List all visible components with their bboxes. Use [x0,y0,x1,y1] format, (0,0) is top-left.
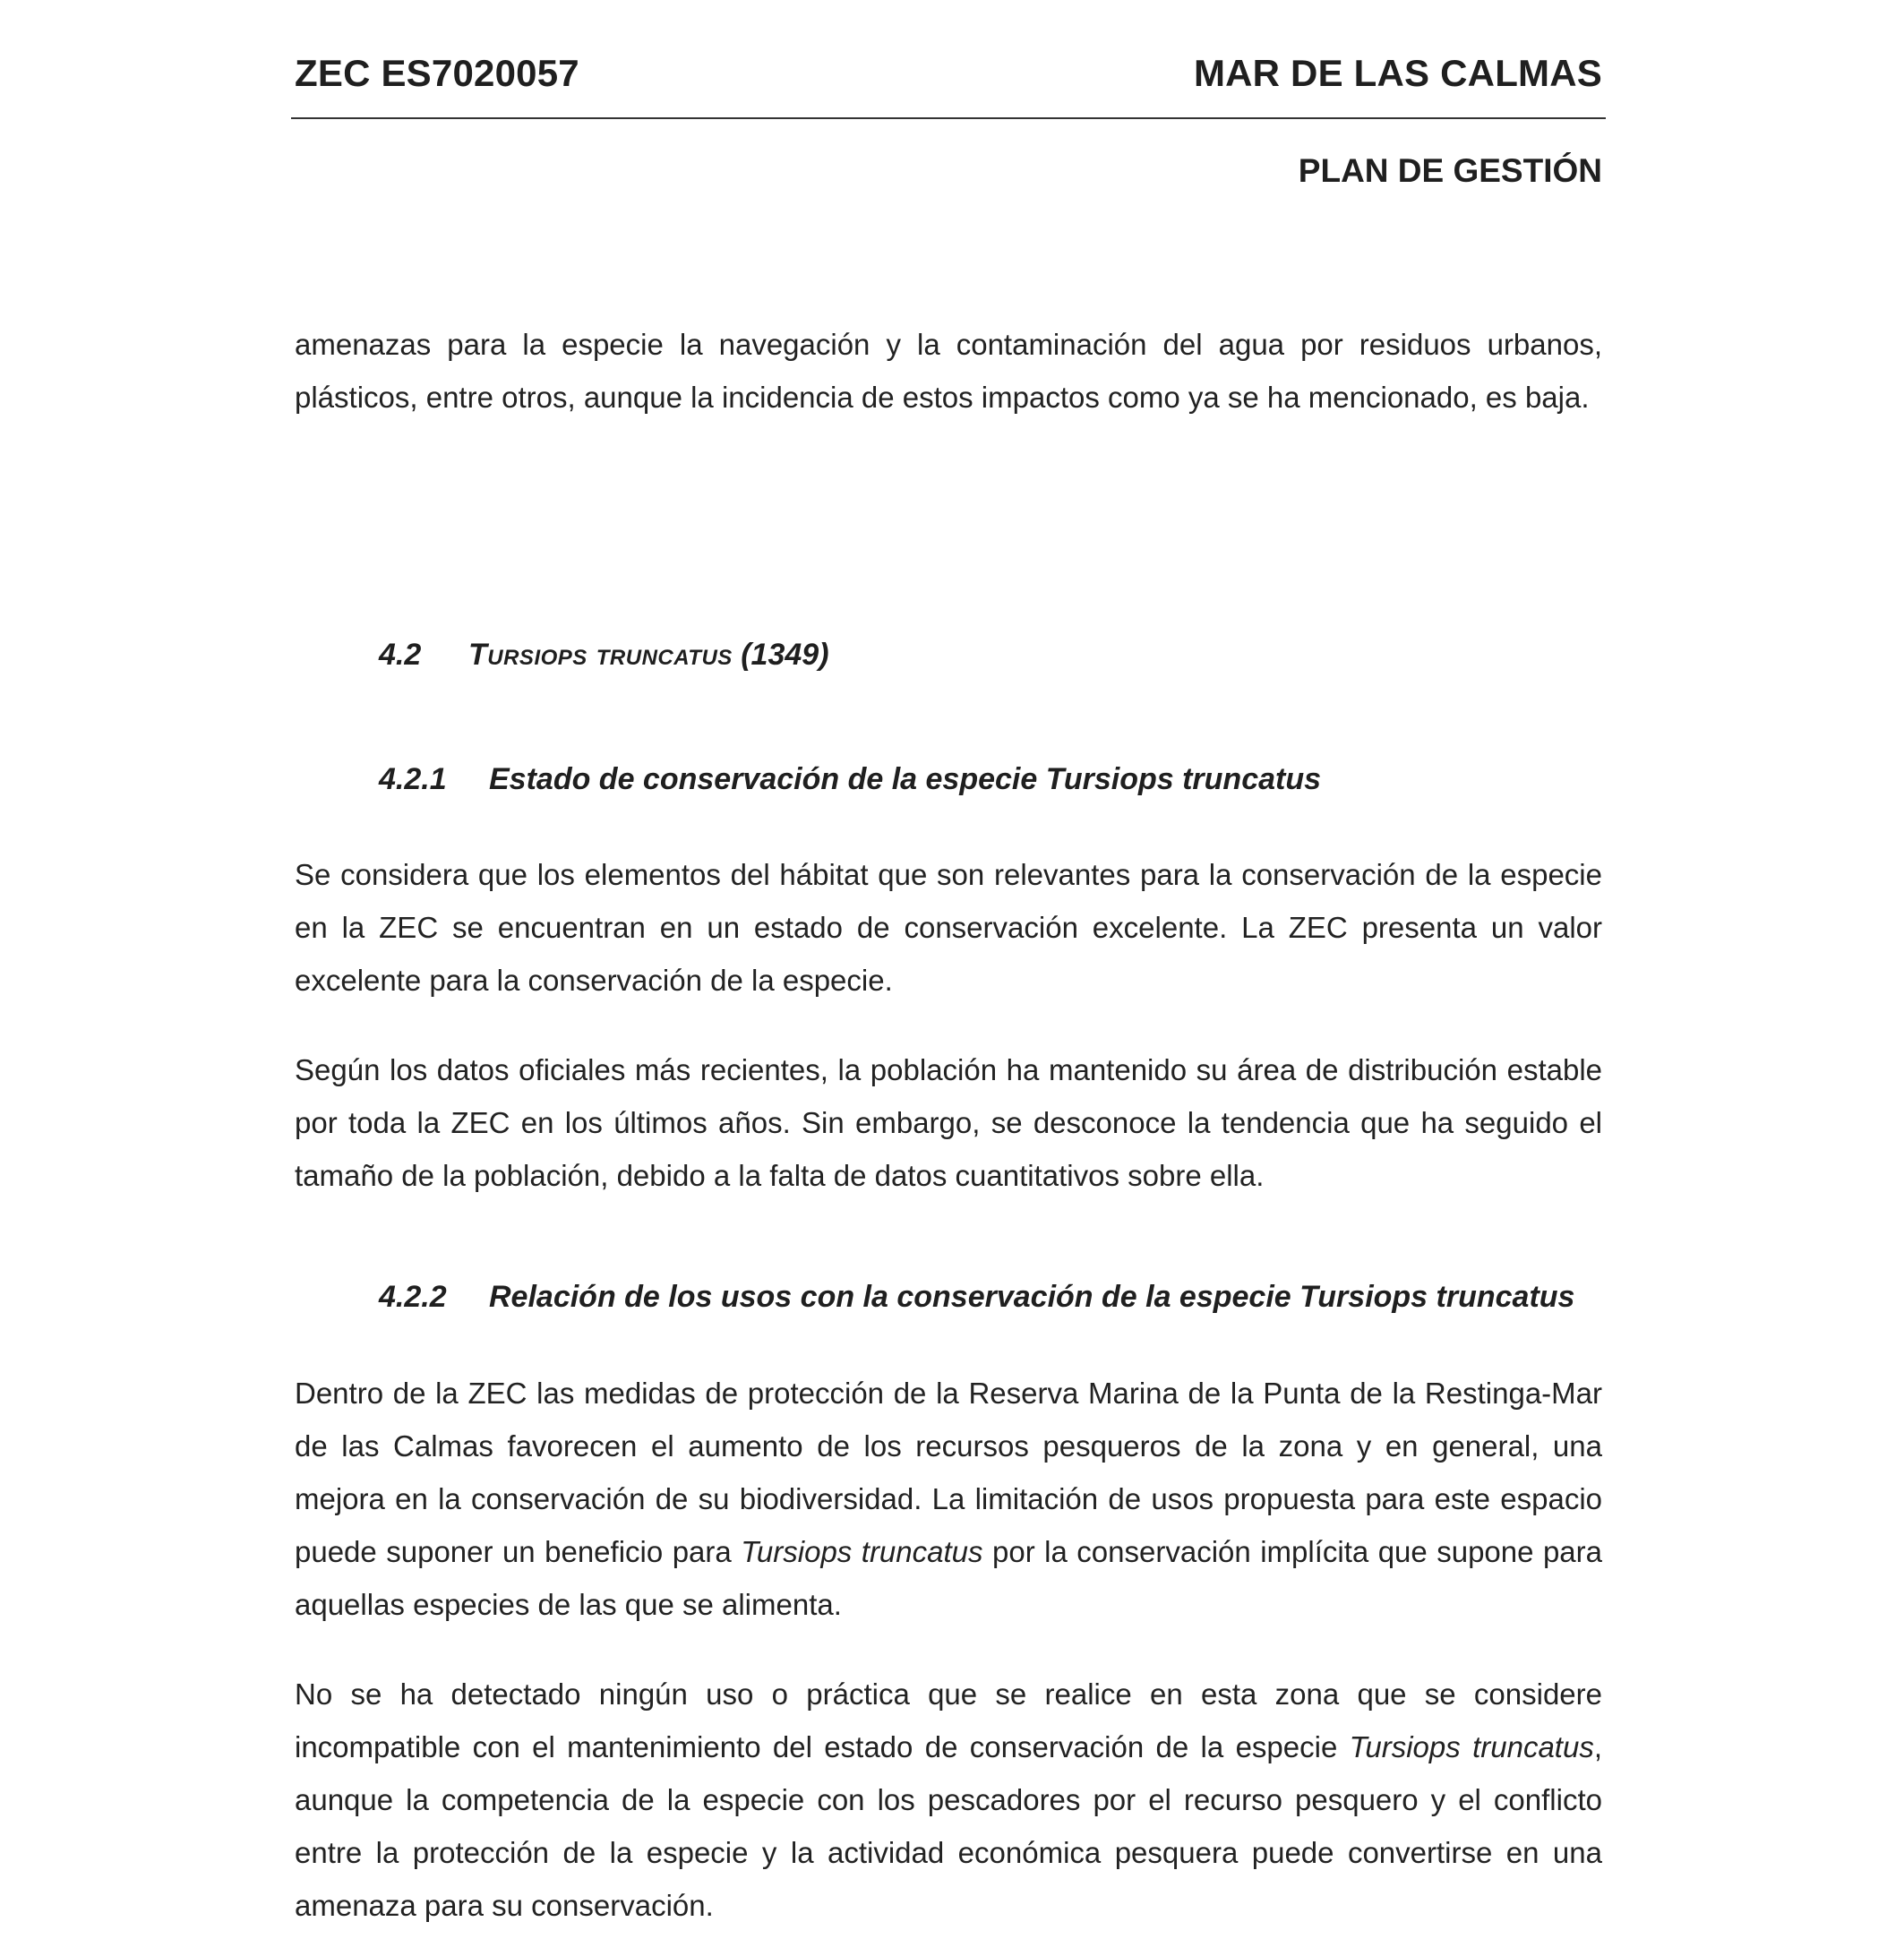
paragraph-marine-reserve [295,1367,1602,1631]
paragraph-text: , aunque la competencia de la especie con los pescadores por el recurso pesquero y el conflicto entre la protección de la especie y la actividad económica pesquera puede convertirse en una amenaza para su conservación. [295,1730,1602,1922]
subsection-number: 4.2.2 [379,1280,447,1314]
paragraph-threats: amenazas para la especie la navegación y la contaminación del agua por residuos urbanos, plásticos, entre otros, aunque la incidencia de estos impactos como ya se ha mencionado, es baja. [295,328,1602,414]
section-number: 4.2 [379,638,422,672]
page-header [295,48,1602,99]
section-heading-4-2-1 [379,762,1321,797]
subsection-title: Estado de conservación de la especie Tursiops truncatus [489,762,1322,796]
section-code: (1349) [741,638,829,672]
paragraph-text: Dentro de la ZEC las medidas de protección de la Reserva Marina de la Punta de la Restinga-Mar de las Calmas favorecen el aumento de los recursos pesqueros de la zona y en general, una mejora en la conservación de su biodiversidad. La limitación de usos propuesta para este espacio puede suponer un beneficio para [295,1377,1602,1568]
subsection-number: 4.2.1 [379,762,447,796]
subsection-title: Relación de los usos con la conservación de la especie Tursiops truncatus [489,1280,1575,1314]
section-heading-4-2-2 [379,1280,1574,1315]
paragraph-text: por la conservación implícita que supone para aquellas especies de las que se alimenta. [295,1535,1602,1621]
paragraph-population-data: Según los datos oficiales más recientes, la población ha mantenido su área de distribución estable por toda la ZEC en los últimos años. Sin embargo, se desconoce la tendencia que ha seguido el tamaño de la población, debido a la falta de datos cuantitativos sobre ella. [295,1053,1602,1192]
header-zec-code: ZEC ES7020057 [295,52,579,94]
species-name: Tursiops truncatus [741,1535,983,1568]
paragraph-conservation-state: Se considera que los elementos del hábitat que son relevantes para la conservación de la especie en la ZEC se encuentran en un estado de conservación excelente. La ZEC presenta un valor excelente para la conservación de la especie. [295,858,1602,997]
paragraph-text: No se ha detectado ningún uso o práctica que se realice en esta zona que se considere incompatible con el mantenimiento del estado de conservación de la especie [295,1677,1602,1763]
header-plan-title: PLAN DE GESTIÓN [1298,152,1602,189]
document-page [295,0,1602,1939]
species-name: Tursiops truncatus [1349,1730,1594,1763]
header-divider [291,117,1606,119]
paragraph-uses-compatibility [295,1668,1602,1932]
section-heading-4-2 [379,638,829,673]
section-title: Tursiops truncatus [468,638,733,672]
header-site-name: MAR DE LAS CALMAS [1193,52,1602,94]
